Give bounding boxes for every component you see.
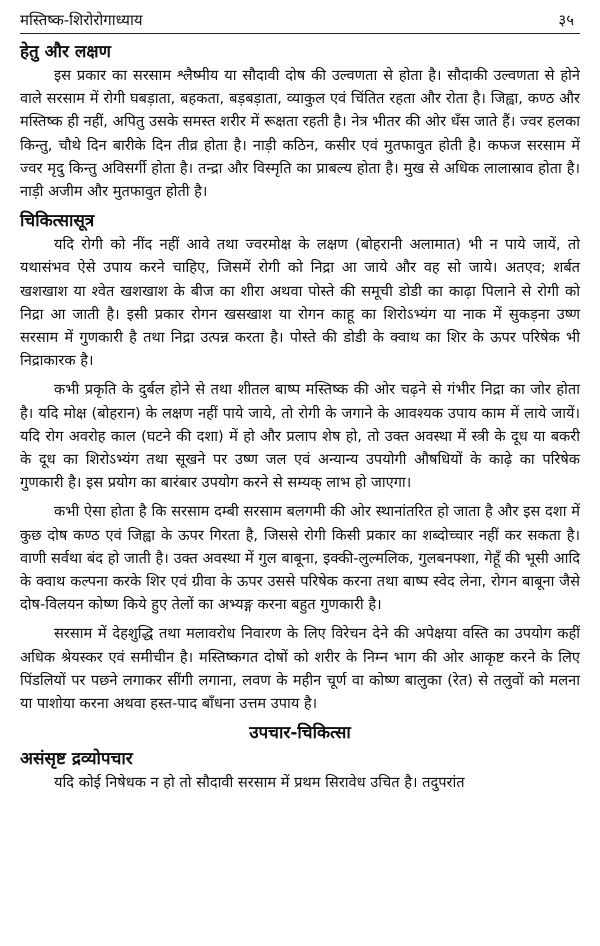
section-heading-hetu: हेतु और लक्षण: [20, 42, 111, 62]
paragraph-hetu-1: इस प्रकार का सरसाम श्लैष्मीय या सौदावी दोष की उल्वणता से होता है। सौदाकी उल्वणता से होने वाले सरसाम में रोगी घबड़ाता, बहकता, बड़बड़ाता, व्याकुल एवं चिंतित रहता और रोता है। जिह्वा, कण्ठ और मस्तिष्क ही नहीं, अपितु उसके समस्त शरीर में रूक्षता रहती है। नेत्र भीतर की ओर धँस जाते हैं। ज्वर हलका किन्तु, चौथे दिन बारीके दिन तीव्र होता है। नाड़ी कठिन, कसीर एवं मुतफावुत होती है। कफज सरसाम में ज्वर मृदु किन्तु अविसर्गी होता है। तन्द्रा और विस्मृति का प्राबल्य होता है। मुख से अधिक लालास्राव होता है। नाड़ी अजीम और मुतफावुत होती है।: [20, 67, 580, 201]
section-heading-asamsrishta: असंसृष्ट द्रव्योपचार: [20, 749, 133, 770]
paragraph-chikitsa-1: यदि रोगी को नींद नहीं आवे तथा ज्वरमोक्ष के लक्षण (बोहरानी अलामात) भी न पाये जायें, तो यथासंभव ऐसे उपाय करने चाहिए, जिसमें रोगी को निद्रा आ जाये और वह सो जाये। अतएव; शर्बत खशखाश या श्वेत खशखाश के बीज का शीरा अथवा पोस्ते की समूची डोडी का काढ़ा पिलाने से रोगी को निद्रा आ जाती है। इसी प्रकार रोगन खसखाश या रोगन काहू का शिरोऽभ्यंग या नाक में सुकड़ना उष्ण सरसाम में गुणकारी है तथा निद्रा उत्पन्न करता है। पोस्ते की डोडी के क्वाथ का शिर के ऊपर परिषेक भी निद्राकारक है।: [20, 236, 580, 370]
paragraph-chikitsa-3: कभी ऐसा होता है कि सरसाम दम्बी सरसाम बलगमी की ओर स्थानांतरित हो जाता है और इस दशा में कुछ दोष कण्ठ एवं जिह्वा के ऊपर गिरता है, जिससे रोगी किसी प्रकार का शब्दोच्चार नहीं कर सकता है। वाणी सर्वथा बंद हो जाती है। उक्त अवस्था में गुल बाबूना, इक्की-लुल्मलिक, गुलबनफ्शा, गेहूँ की भूसी आदि के क्वाथ कल्पना करके शिर एवं ग्रीवा के ऊपर उससे परिषेक करना तथा बाष्प स्वेद लेना, रोगन बाबूना जैसे दोष-विलयन कोष्ण किये हुए तेलों का अभ्यङ्ग करना बहुत गुणकारी है।: [20, 503, 580, 614]
page-number: ३५: [558, 11, 574, 29]
section-heading-upchar: उपचार-चिकित्सा: [249, 723, 351, 744]
paragraph-chikitsa-2: कभी प्रकृति के दुर्बल होने से तथा शीतल बाष्प मस्तिष्क की ओर चढ़ने से गंभीर निद्रा का जोर होता है। यदि मोक्ष (बोहरान) के लक्षण नहीं पाये जाये, तो रोगी के जगाने के आवश्यक उपाय काम में लाये जायें। यदि रोग अवरोह काल (घटने की दशा) में हो और प्रलाप शेष हो, तो उक्त अवस्था में स्त्री के दूध या बकरी के दूध का शिरोऽभ्यंग तथा सूखने पर उष्ण जल एवं अन्यान्य उपयोगी औषधियों के काढ़े का परिषेक गुणकारी है। इस प्रयोग का बारंबार उपयोग करने से सम्यक् लाभ हो जाएगा।: [20, 381, 580, 492]
chapter-title: मस्तिष्क-शिरोरोगाध्याय: [20, 11, 143, 29]
section-heading-chikitsa: चिकित्सासूत्र: [20, 211, 95, 232]
running-head: [20, 10, 580, 34]
paragraph-asamsrishta-1: यदि कोई निषेधक न हो तो सौदावी सरसाम में प्रथम सिरावेध उचित है। तदुपरांत: [54, 774, 465, 792]
paragraph-chikitsa-4: सरसाम में देहशुद्धि तथा मलावरोध निवारण के लिए विरेचन देने की अपेक्षया वस्ति का उपयोग कहीं अधिक श्रेयस्कर एवं समीचीन है। मस्तिष्कगत दोषों को शरीर के निम्न भाग की ओर आकृष्ट करने के लिए पिंडलियों पर पछने लगाकर सींगी लगाना, लवण के महीन चूर्ण वा कोष्ण बालुका (रेत) से तलुवों को मलना या पाशोया करना अथवा हस्त-पाद बाँधना उत्तम उपाय है।: [20, 625, 580, 713]
